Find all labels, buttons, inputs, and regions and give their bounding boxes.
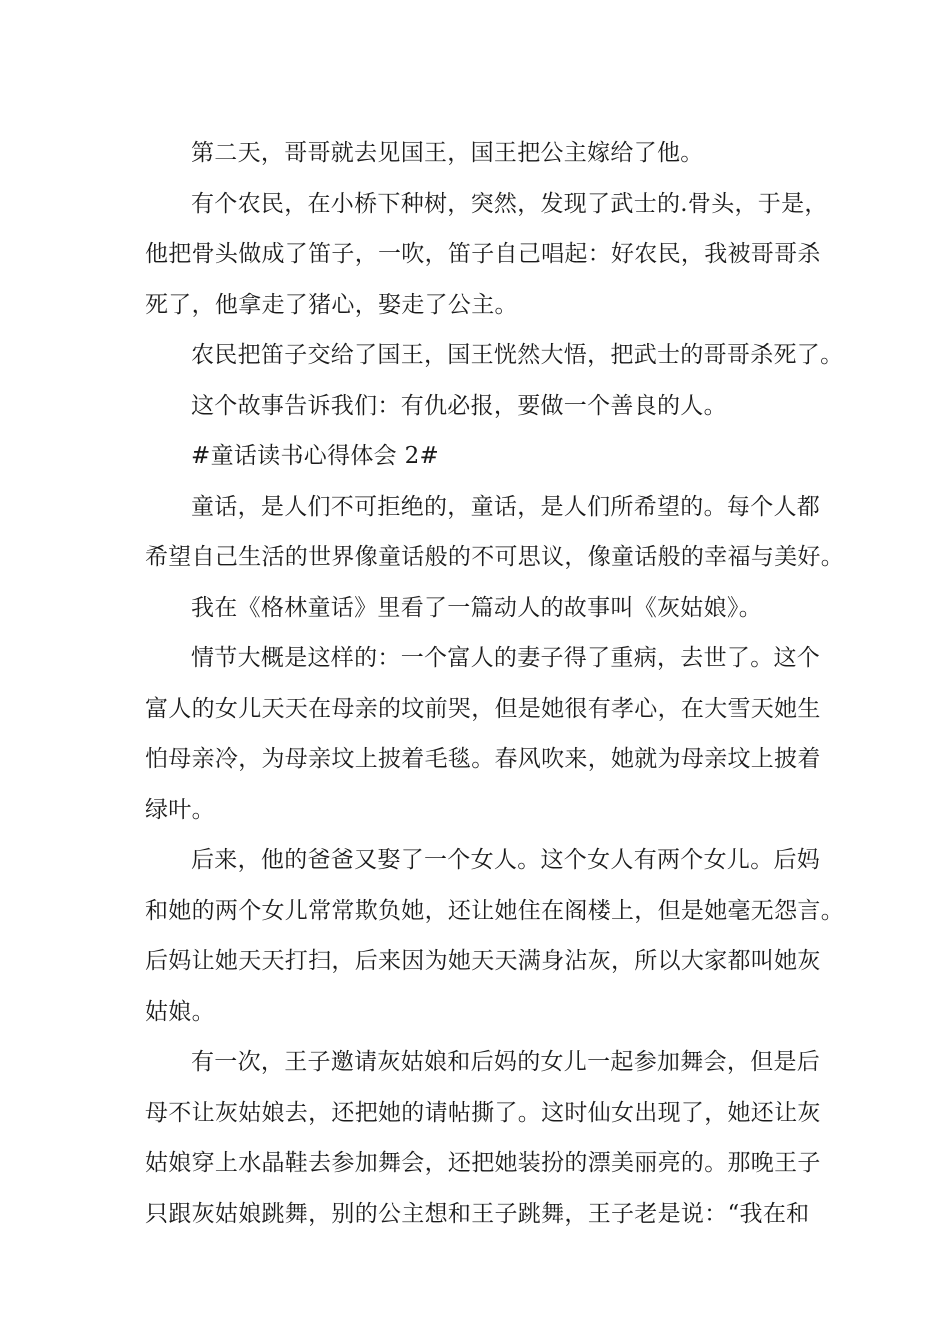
text-line: 希望自己生活的世界像童话般的不可思议，像童话般的幸福与美好。 [145,544,844,570]
text-line: 有个农民，在小桥下种树，突然，发现了武士的.骨头，于是， [191,190,828,217]
text-line: 绿叶。 [145,796,215,823]
text-line: 农民把笛子交给了国王，国王恍然大悟，把武士的哥哥杀死了。 [191,342,844,368]
text-line: 第二天，哥哥就去见国王，国王把公主嫁给了他。 [191,140,704,166]
text-line: 富人的女儿天天在母亲的坟前哭，但是她很有孝心，在大雪天她生 [145,695,821,722]
text-line: 后来，他的爸爸又娶了一个女人。这个女人有两个女儿。后妈 [191,847,821,873]
body-text [145,128,844,1239]
text-line: 母不让灰姑娘去，还把她的请帖撕了。这时仙女出现了，她还让灰 [145,1099,821,1126]
section-heading: #童话读书心得体会 2# [191,443,440,469]
text-line: 有一次，王子邀请灰姑娘和后妈的女儿一起参加舞会，但是后 [191,1049,821,1075]
text-line: 怕母亲冷，为母亲坟上披着毛毯。春风吹来，她就为母亲坟上披着 [145,746,821,772]
text-line: 我在《格林童话》里看了一篇动人的故事叫《灰姑娘》。 [191,594,762,621]
text-line: 只跟灰姑娘跳舞，别的公主想和王子跳舞，王子老是说：“我在和 [145,1200,810,1227]
text-line: 情节大概是这样的：一个富人的妻子得了重病，去世了。这个 [191,645,821,671]
text-line: 这个故事告诉我们：有仇必报，要做一个善良的人。 [191,392,727,419]
text-line: 他把骨头做成了笛子，一吹，笛子自己唱起：好农民，我被哥哥杀 [145,241,821,267]
text-line: 姑娘穿上水晶鞋去参加舞会，还把她装扮的漂美丽亮的。那晚王子 [145,1150,821,1176]
text-line: 和她的两个女儿常常欺负她，还让她住在阁楼上，但是她毫无怨言。 [145,897,844,924]
text-line: 童话，是人们不可拒绝的，童话，是人们所希望的。每个人都 [191,493,821,520]
text-line: 死了，他拿走了猪心，娶走了公主。 [145,291,518,318]
text-line: 后妈让她天天打扫，后来因为她天天满身沾灰，所以大家都叫她灰 [145,948,821,974]
text-line: 姑娘。 [145,998,215,1025]
